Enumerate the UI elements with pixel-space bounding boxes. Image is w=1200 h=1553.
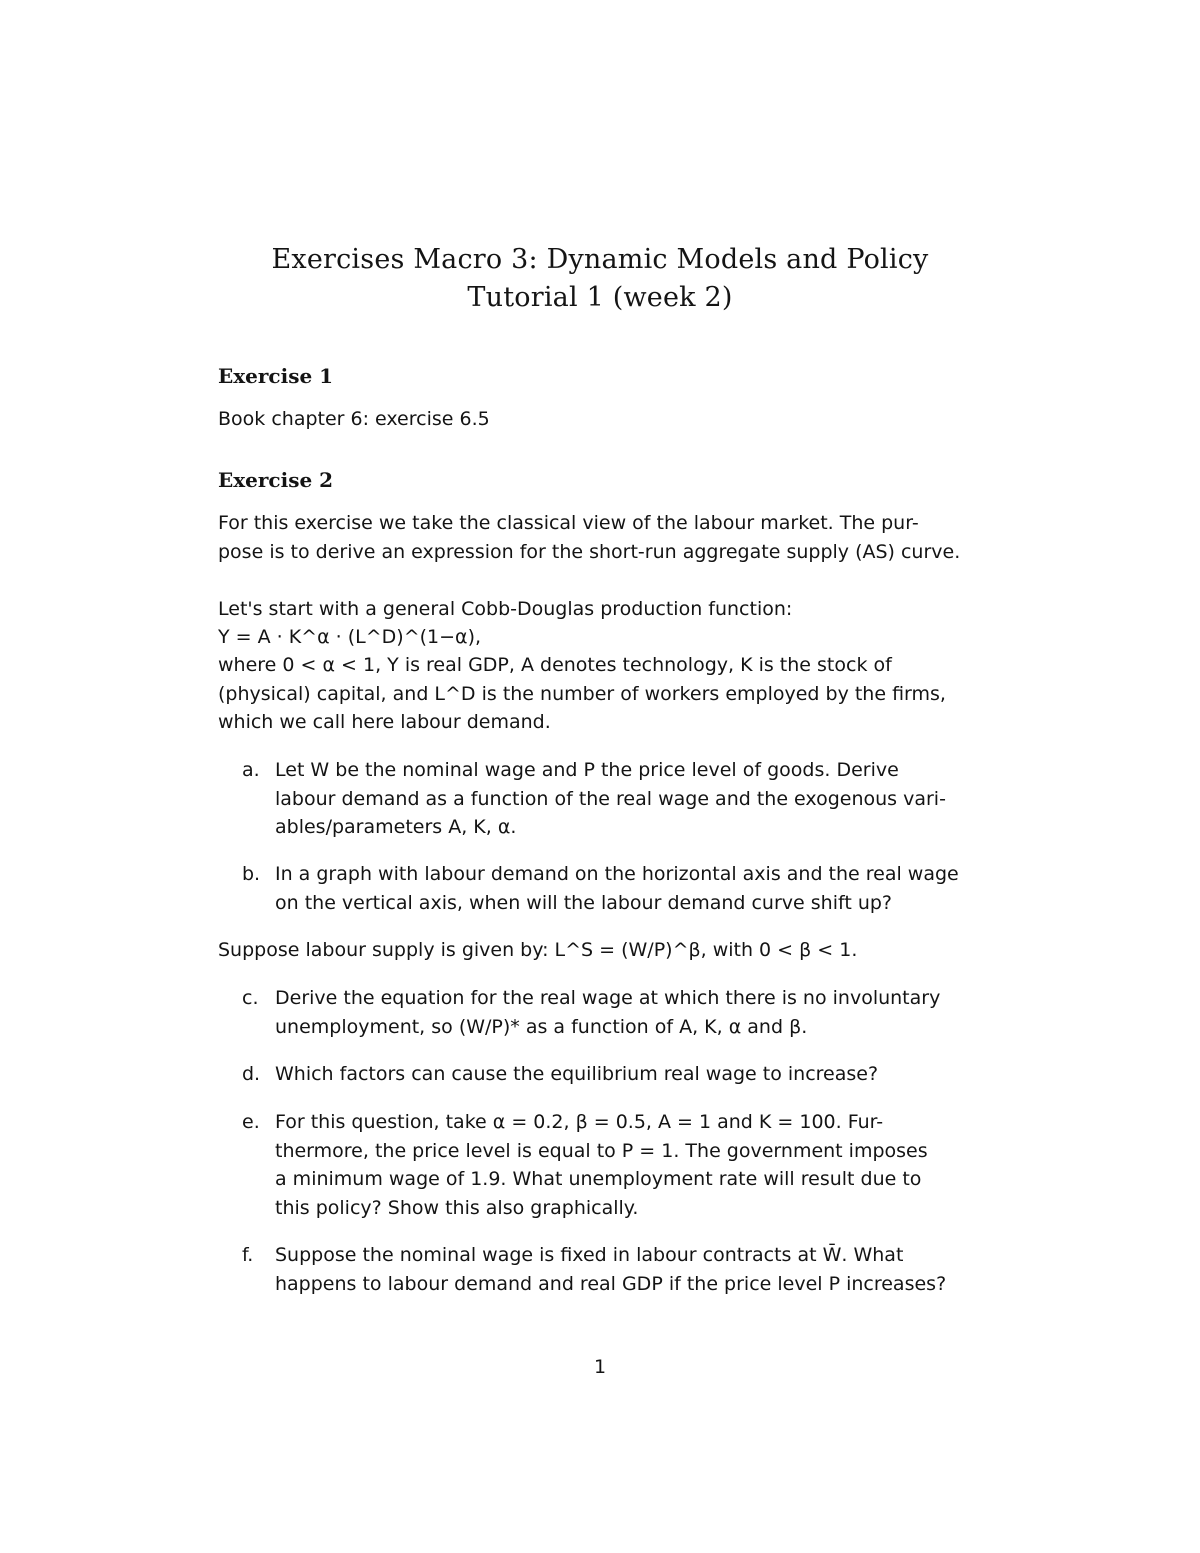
exercise-2-intro-line-1: For this exercise we take the classical view of the labour market. The pur- [218, 512, 919, 534]
question-line: on the vertical axis, when will the labour demand curve shift up? [275, 891, 893, 914]
question-label: a. [242, 759, 260, 781]
question-label: e. [242, 1111, 260, 1133]
question-line: Which factors can cause the equilibrium real wage to increase? [275, 1063, 879, 1085]
question-text [275, 1241, 980, 1298]
definitions-line-2: (physical) capital, and L^D is the number of workers employed by the firms, [218, 683, 946, 705]
document-title: Exercises Macro 3: Dynamic Models and Policy [271, 244, 929, 275]
question-line: thermore, the price level is equal to P = 1. The government imposes [275, 1139, 928, 1162]
exercise-1-text: Book chapter 6: exercise 6.5 [218, 408, 490, 430]
document-subtitle: Tutorial 1 (week 2) [467, 282, 733, 313]
production-function-formula: Y = A · K^α · (L^D)^(1−α), [218, 626, 482, 648]
question-line: In a graph with labour demand on the horizontal axis and the real wage [275, 863, 959, 885]
production-function-lead: Let's start with a general Cobb-Douglas production function: [218, 598, 793, 620]
question-label: d. [242, 1063, 261, 1085]
question-line: labour demand as a function of the real wage and the exogenous vari- [275, 787, 946, 810]
page-number: 1 [593, 1356, 607, 1378]
labour-supply-statement: Suppose labour supply is given by: L^S = (W/P)^β, with 0 < β < 1. [218, 939, 858, 961]
question-line: unemployment, so (W/P)* as a function of A, K, α and β. [275, 1015, 808, 1038]
question-line: Let W be the nominal wage and P the price level of goods. Derive [275, 759, 899, 781]
question-text [275, 1060, 980, 1089]
question-line: ables/parameters A, K, α. [275, 816, 517, 838]
question-line: this policy? Show this also graphically. [275, 1196, 639, 1219]
question-label: f. [242, 1244, 254, 1266]
exercise-2-intro-line-2: pose is to derive an expression for the short-run aggregate supply (AS) curve. [218, 541, 961, 563]
question-label: b. [242, 863, 261, 885]
question-text [275, 756, 980, 842]
question-line: Derive the equation for the real wage at which there is no involuntary [275, 987, 941, 1009]
question-line: Suppose the nominal wage is fixed in labour contracts at W̄. What [275, 1244, 904, 1266]
question-line: For this question, take α = 0.2, β = 0.5, A = 1 and K = 100. Fur- [275, 1111, 884, 1133]
exercise-1-heading: Exercise 1 [218, 364, 334, 388]
question-text [275, 984, 980, 1041]
definitions-line-1: where 0 < α < 1, Y is real GDP, A denotes technology, K is the stock of [218, 654, 892, 676]
question-text [275, 1108, 980, 1222]
definitions-line-3: which we call here labour demand. [218, 711, 551, 733]
question-text [275, 860, 980, 917]
question-label: c. [242, 987, 259, 1009]
exercise-2-heading: Exercise 2 [218, 468, 334, 492]
question-line: a minimum wage of 1.9. What unemployment rate will result due to [275, 1168, 922, 1190]
question-line: happens to labour demand and real GDP if the price level P increases? [275, 1272, 947, 1295]
